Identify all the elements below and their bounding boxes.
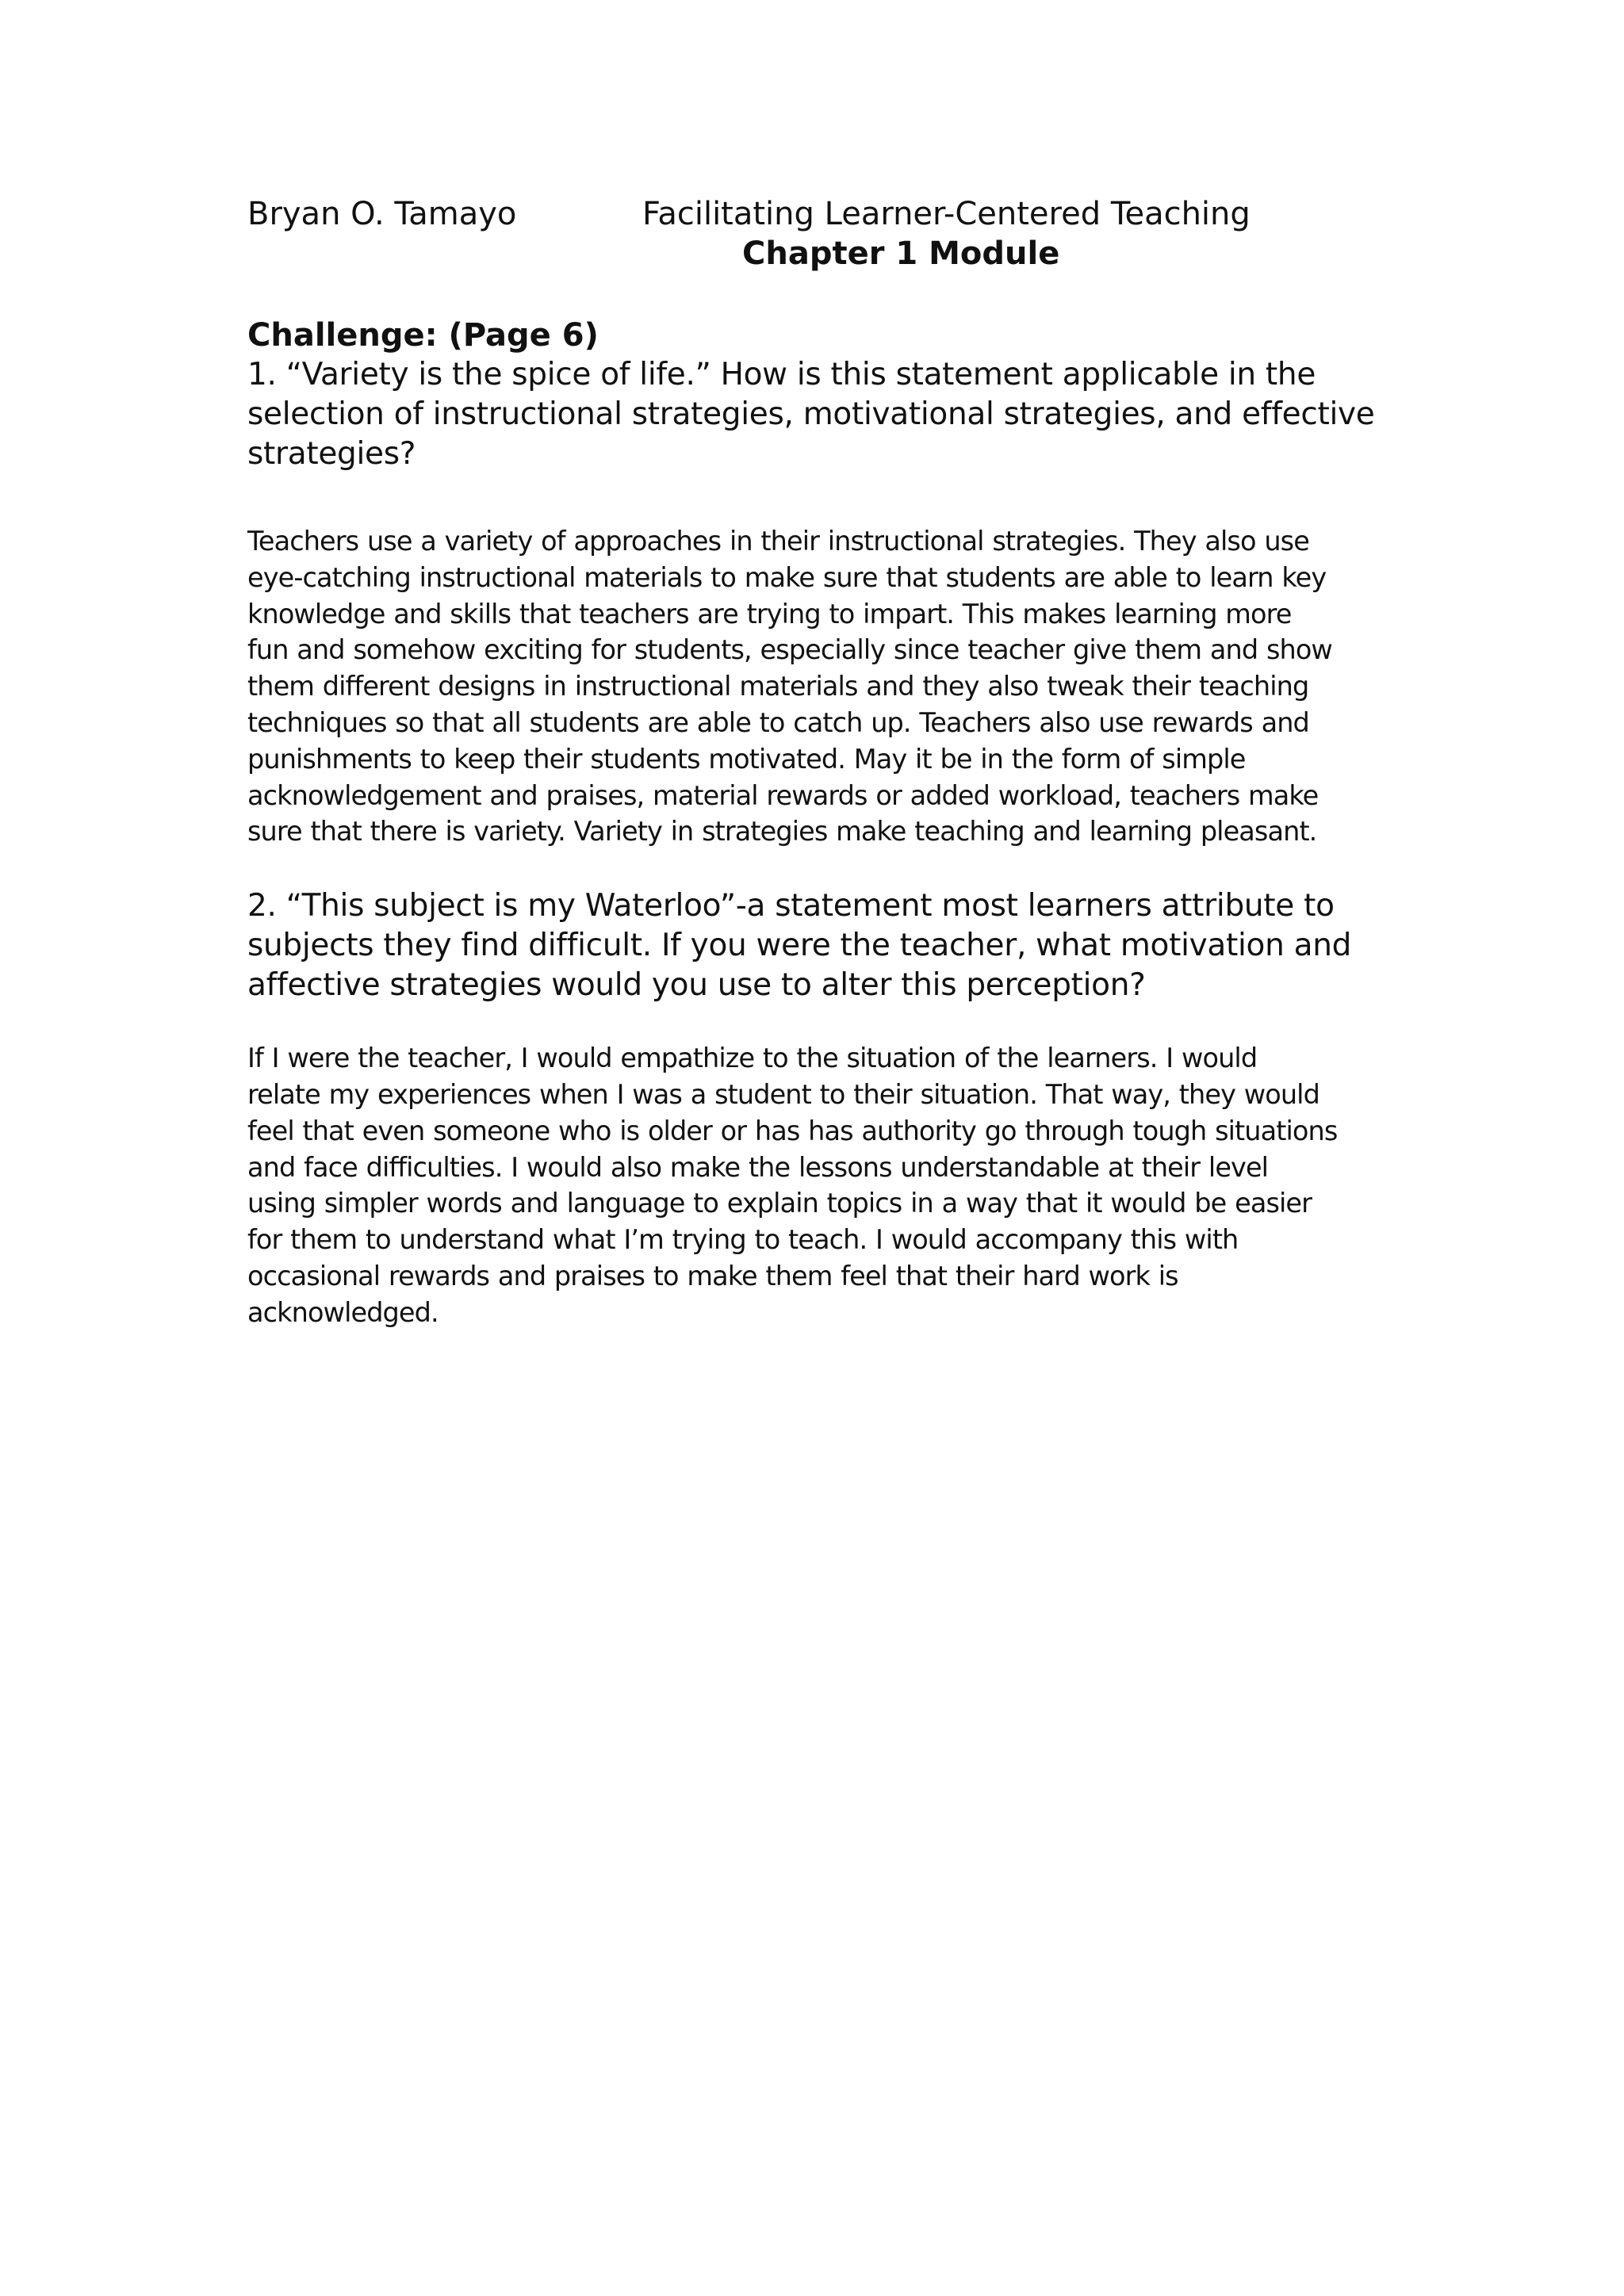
course-title: Facilitating Learner-Centered Teaching [642,196,1251,232]
question-1-line-3: strategies? [247,436,416,472]
question-2-line-1: 2. “This subject is my Waterloo”-a statement most learners attribute to [247,888,1335,924]
answer-2-line-2: relate my experiences when I was a student to their situation. That way, they would [247,1078,1320,1110]
author-name: Bryan O. Tamayo [247,196,517,232]
question-1-line-2: selection of instructional strategies, motivational strategies, and effective [247,396,1375,432]
answer-1-line-9: sure that there is variety. Variety in strategies make teaching and learning pleasant. [247,816,1317,848]
answer-2-line-4: and face difficulties. I would also make the lessons understandable at their level [247,1151,1269,1183]
answer-2-line-6: for them to understand what I’m trying to teach. I would accompany this with [247,1224,1239,1256]
question-2-line-3: affective strategies would you use to alter this perception? [247,967,1146,1004]
answer-2-line-5: using simpler words and language to explain topics in a way that it would be easier [247,1188,1312,1219]
answer-1-line-8: acknowledgement and praises, material rewards or added workload, teachers make [247,779,1319,811]
answer-1-line-5: them different designs in instructional materials and they also tweak their teaching [247,671,1309,702]
question-1-line-1: 1. “Variety is the spice of life.” How is this statement applicable in the [247,357,1316,392]
answer-2-line-7: occasional rewards and praises to make them feel that their hard work is [247,1260,1178,1292]
answer-2 [247,1040,1397,1330]
answer-2-line-3: feel that even someone who is older or has has authority go through tough situations [247,1115,1338,1146]
question-1 [247,355,1397,474]
chapter-title: Chapter 1 Module [742,235,1060,272]
answer-1-line-6: techniques so that all students are able to catch up. Teachers also use rewards and [247,706,1309,738]
answer-1-line-3: knowledge and skills that teachers are trying to impart. This makes learning more [247,598,1292,629]
question-2-line-2: subjects they find difficult. If you were the teacher, what motivation and [247,928,1352,964]
answer-2-line-8: acknowledged. [247,1296,439,1328]
answer-2-line-1: If I were the teacher, I would empathize to the situation of the learners. I would [247,1043,1258,1074]
challenge-heading: Challenge: (Page 6) [247,317,599,354]
answer-1-line-1: Teachers use a variety of approaches in their instructional strategies. They also use [247,526,1309,557]
document-body [247,316,1397,1331]
question-2 [247,886,1397,1005]
answer-1 [247,523,1397,850]
answer-1-line-2: eye-catching instructional materials to make sure that students are able to learn key [247,561,1327,593]
answer-1-line-7: punishments to keep their students motivated. May it be in the form of simple [247,743,1246,775]
answer-1-line-4: fun and somehow exciting for students, especially since teacher give them and show [247,634,1332,666]
document-header [247,195,1397,282]
